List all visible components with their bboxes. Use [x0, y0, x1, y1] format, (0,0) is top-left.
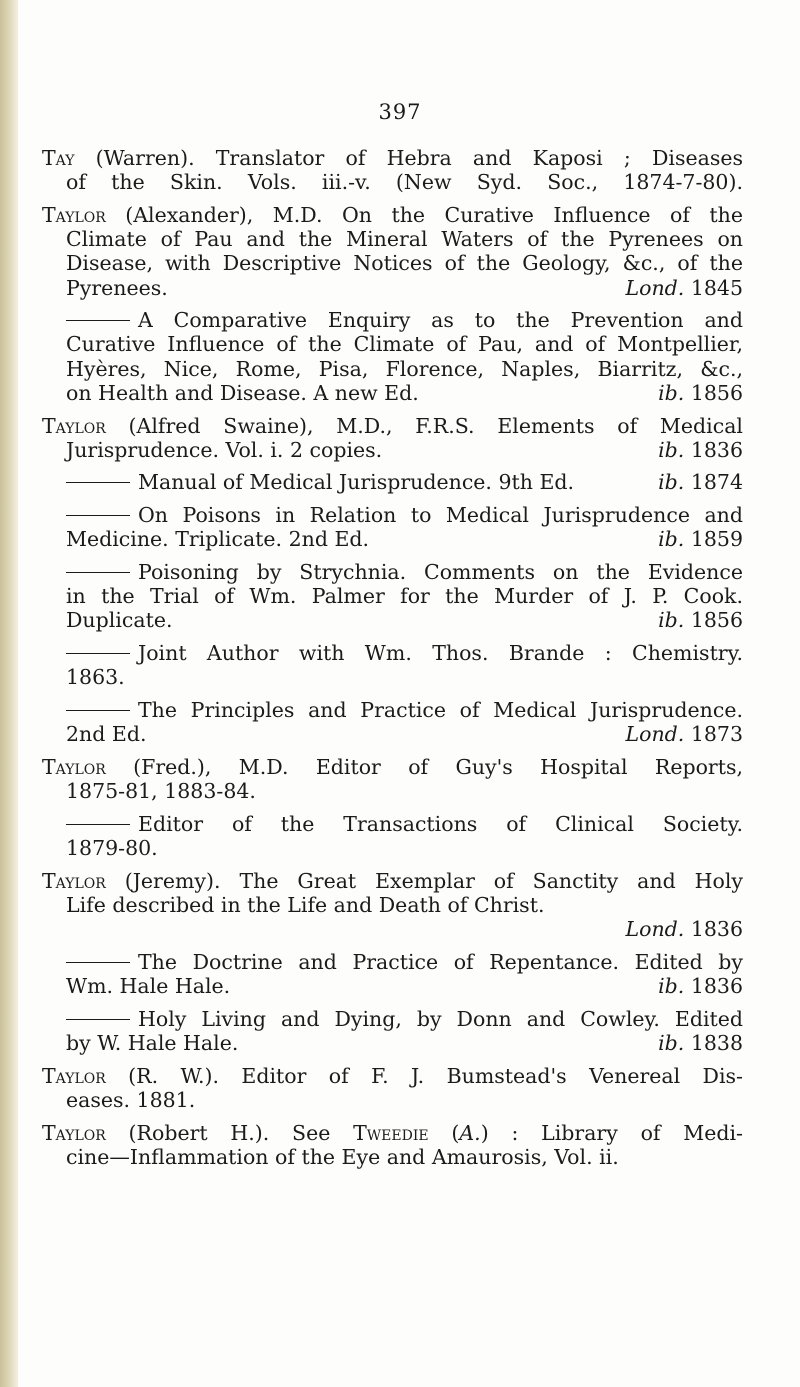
imprint: ib. 1836	[658, 437, 743, 462]
entry-line: on Health and Disease. A new Ed. ib. 1856	[66, 380, 743, 405]
entry-principles-practice	[42, 698, 743, 746]
entry-line: in the Trial of Wm. Palmer for the Murder of J. P. Cook.	[66, 584, 743, 609]
entry-line: Poisoning by Strychnia. Comments on the Evidence	[42, 560, 743, 584]
ditto-dash	[66, 320, 130, 321]
ditto-dash	[66, 515, 130, 516]
ditto-dash	[66, 572, 130, 573]
ditto-dash	[66, 710, 130, 711]
entry-taylor-jeremy	[42, 869, 743, 942]
entry-line: Taylor (Fred.), M.D. Editor of Guy's Hospital Reports,	[42, 754, 743, 779]
entry-line: 1879-80.	[66, 836, 158, 861]
author-surname: Taylor	[42, 1063, 106, 1088]
author-surname: Tay	[42, 146, 75, 170]
bibliography-list	[42, 146, 743, 1178]
entry-line: Taylor (R. W.). Editor of F. J. Bumstead's Venereal Dis-	[42, 1063, 743, 1088]
entry-joint-author-chemistry	[42, 641, 743, 689]
entry-comparative-enquiry	[42, 308, 743, 405]
entry-tay-warren	[42, 146, 743, 194]
entry-taylor-r-w	[42, 1064, 743, 1112]
imprint: ib. 1856	[658, 380, 743, 405]
imprint: Lond. 1836	[625, 917, 743, 942]
entry-line: Taylor (Alexander), M.D. On the Curative Influence of the	[42, 202, 743, 227]
entry-holy-living-dying	[42, 1007, 743, 1055]
imprint: Lond. 1845	[625, 275, 743, 300]
entry-line: Climate of Pau and the Mineral Waters of the Pyrenees on	[66, 227, 743, 252]
ditto-dash	[66, 824, 130, 825]
entry-editor-transactions	[42, 812, 743, 860]
author-surname: Taylor	[42, 754, 106, 779]
entry-line: Hyères, Nice, Rome, Pisa, Florence, Naples, Biarritz, &c.,	[66, 356, 743, 381]
ditto-dash	[66, 482, 130, 483]
entry-line: Holy Living and Dying, by Donn and Cowley. Edited	[42, 1007, 743, 1031]
entry-line: Life described in the Life and Death of Christ.	[66, 892, 545, 917]
entry-line: Editor of the Transactions of Clinical Society.	[42, 812, 743, 836]
author-surname: Taylor	[42, 868, 106, 893]
entry-poisoning-strychnia	[42, 560, 743, 633]
author-surname: Taylor	[42, 1120, 106, 1145]
entry-taylor-alexander	[42, 203, 743, 300]
entry-line: Tay (Warren). Translator of Hebra and Kaposi ; Diseases	[42, 146, 743, 170]
entry-line: Manual of Medical Jurisprudence. 9th Ed. ib. 1874	[42, 470, 743, 494]
entry-line: Jurisprudence. Vol. i. 2 copies. ib. 1836	[66, 437, 743, 462]
entry-line: 1863.	[66, 665, 125, 690]
entry-line: Taylor (Robert H.). See Tweedie (A.) : Library of Medi-	[42, 1120, 743, 1145]
ditto-dash	[66, 962, 130, 963]
ditto-dash	[66, 1019, 130, 1020]
ditto-dash	[66, 653, 130, 654]
imprint: ib. 1836	[658, 974, 743, 999]
entry-on-poisons	[42, 503, 743, 551]
entry-line: cine—Inflammation of the Eye and Amaurosis, Vol. ii.	[66, 1144, 619, 1169]
entry-line: Taylor (Jeremy). The Great Exemplar of Sanctity and Holy	[42, 868, 743, 893]
entry-line: The Doctrine and Practice of Repentance. Edited by	[42, 950, 743, 974]
entry-taylor-fred	[42, 755, 743, 803]
imprint: ib. 1838	[658, 1031, 743, 1055]
entry-line: Wm. Hale Hale. ib. 1836	[66, 974, 743, 999]
author-surname: Taylor	[42, 202, 106, 227]
entry-line: Curative Influence of the Climate of Pau, and of Montpellier,	[66, 332, 743, 357]
entry-line: Duplicate. ib. 1856	[66, 608, 743, 633]
author-surname: Taylor	[42, 413, 106, 438]
imprint: ib. 1874	[658, 470, 743, 495]
entry-line: 1875-81, 1883-84.	[66, 779, 256, 804]
imprint: ib. 1856	[658, 608, 743, 633]
entry-taylor-robert-h	[42, 1121, 743, 1169]
entry-doctrine-repentance	[42, 950, 743, 998]
entry-line: by W. Hale Hale. ib. 1838	[66, 1031, 743, 1055]
entry-line	[42, 917, 743, 941]
entry-line: of the Skin. Vols. iii.-v. (New Syd. Soc., 1874-7-80).	[66, 170, 743, 195]
entry-line: Joint Author with Wm. Thos. Brande : Chemistry.	[42, 641, 743, 665]
entry-line: A Comparative Enquiry as to the Prevention and	[42, 308, 743, 332]
imprint: ib. 1859	[658, 527, 743, 552]
entry-line: Pyrenees. Lond. 1845	[66, 275, 743, 300]
book-binding-edge	[0, 0, 18, 1387]
entry-line: Disease, with Descriptive Notices of the Geology, &c., of the	[66, 251, 743, 276]
cross-reference-name: Tweedie	[353, 1120, 429, 1145]
entry-taylor-alfred-swaine	[42, 414, 743, 462]
entry-line: Taylor (Alfred Swaine), M.D., F.R.S. Elements of Medical	[42, 413, 743, 438]
entry-line: eases. 1881.	[66, 1087, 196, 1112]
entry-line: The Principles and Practice of Medical Jurisprudence.	[42, 698, 743, 722]
entry-line: 2nd Ed. Lond. 1873	[66, 722, 743, 747]
imprint: Lond. 1873	[625, 722, 743, 747]
entry-manual-medical-jurisprudence	[42, 470, 743, 494]
entry-line: On Poisons in Relation to Medical Jurisprudence and	[42, 503, 743, 527]
page-number: 397	[378, 100, 422, 124]
entry-line: Medicine. Triplicate. 2nd Ed. ib. 1859	[66, 527, 743, 552]
